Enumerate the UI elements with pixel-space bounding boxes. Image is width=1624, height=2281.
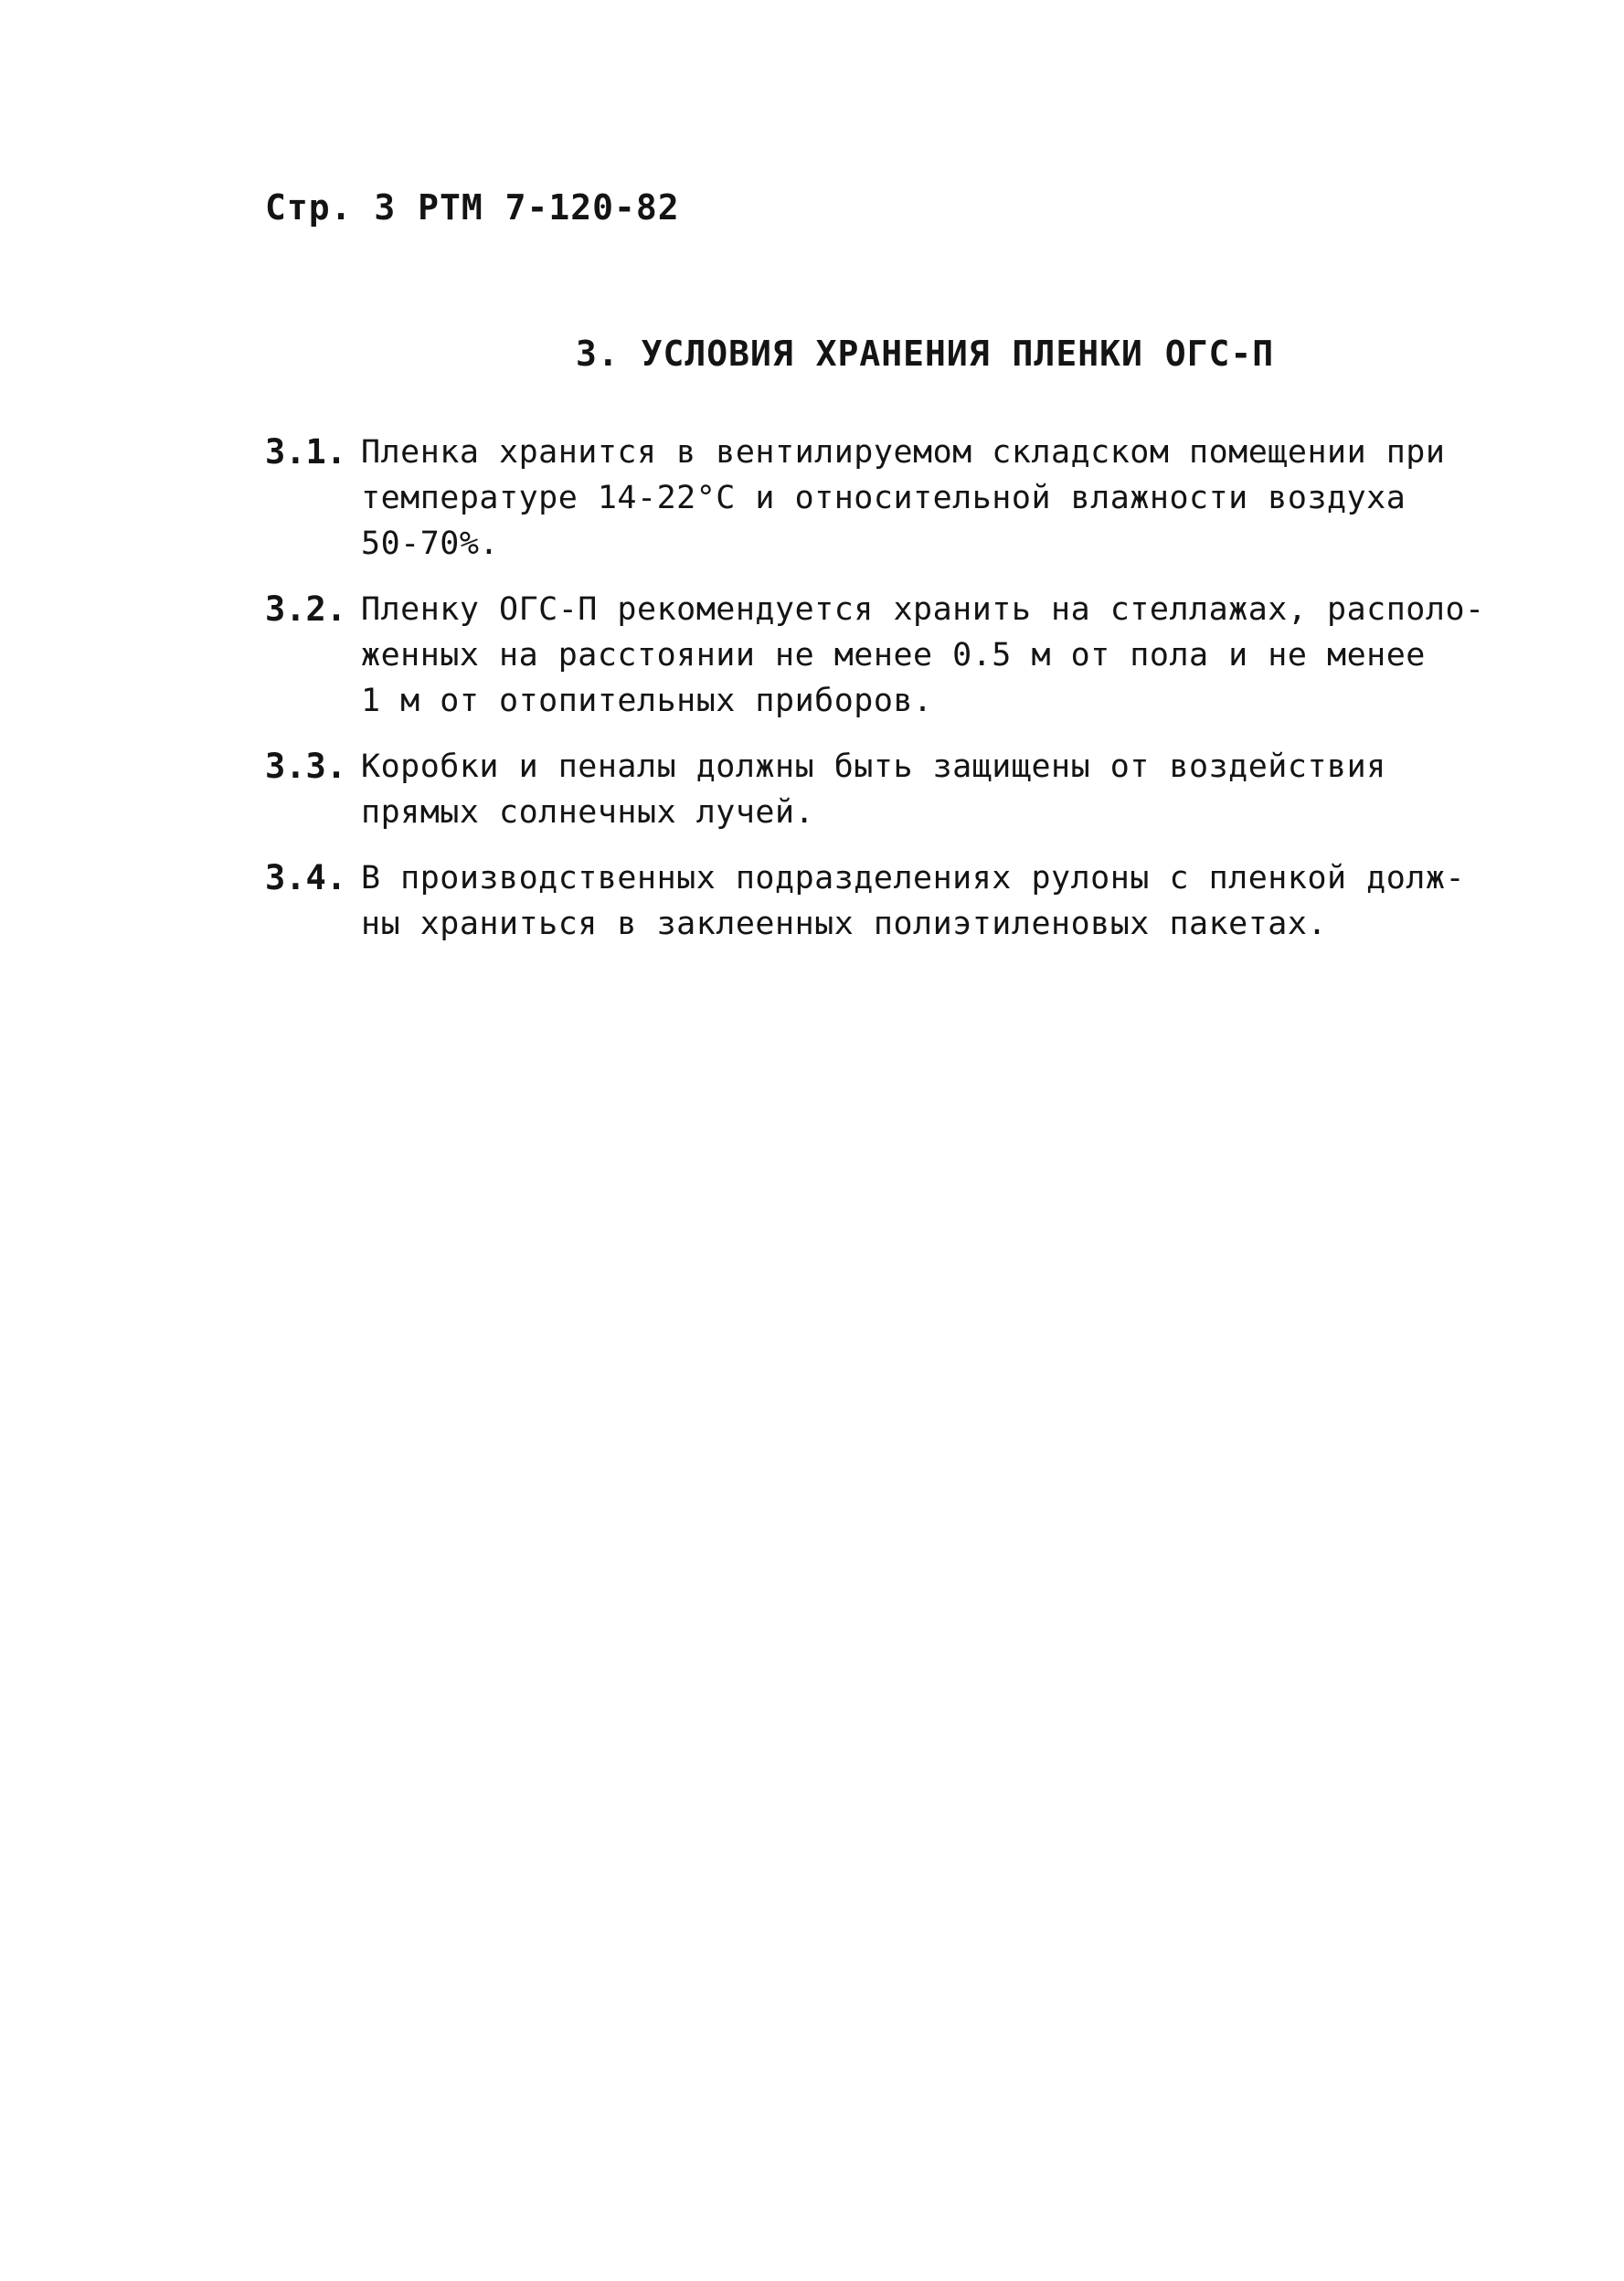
clause-text xyxy=(361,430,1490,567)
clause-line: 1 м от отопительных приборов. xyxy=(361,683,933,719)
clause-line: температуре 14-22°С и относительной влажности воздуха xyxy=(361,480,1406,516)
clause-number: 3.3. xyxy=(265,747,347,786)
clause-line: прямых солнечных лучей. xyxy=(361,794,815,831)
page-header: Стр. 3 РТМ 7-120-82 xyxy=(265,187,680,228)
clause-line: Пленка хранится в вентилируемом складском помещении при xyxy=(361,434,1446,471)
clause-line: женных на расстоянии не менее 0.5 м от пола и не менее xyxy=(361,637,1426,674)
clause-number: 3.4. xyxy=(265,858,347,897)
clause-3-2 xyxy=(265,587,1490,724)
clause-line: 50-70%. xyxy=(361,525,500,562)
section-body xyxy=(265,430,1490,967)
clause-number: 3.1. xyxy=(265,432,347,472)
clause-3-4 xyxy=(265,855,1490,947)
clause-text xyxy=(361,855,1490,947)
clause-line: В производственных подразделениях рулоны с пленкой долж- xyxy=(361,860,1466,896)
clause-text xyxy=(361,587,1490,724)
clause-line: Пленку ОГС-П рекомендуется хранить на стеллажах, располо- xyxy=(361,591,1485,628)
clause-line: Коробки и пеналы должны быть защищены от воздействия xyxy=(361,748,1386,785)
clause-text xyxy=(361,744,1490,835)
clause-3-3 xyxy=(265,744,1490,835)
clause-3-1 xyxy=(265,430,1490,567)
clause-line: ны храниться в заклеенных полиэтиленовых пакетах. xyxy=(361,906,1328,942)
section-title: 3. УСЛОВИЯ ХРАНЕНИЯ ПЛЕНКИ ОГС-П xyxy=(576,334,1275,374)
clause-number: 3.2. xyxy=(265,589,347,629)
